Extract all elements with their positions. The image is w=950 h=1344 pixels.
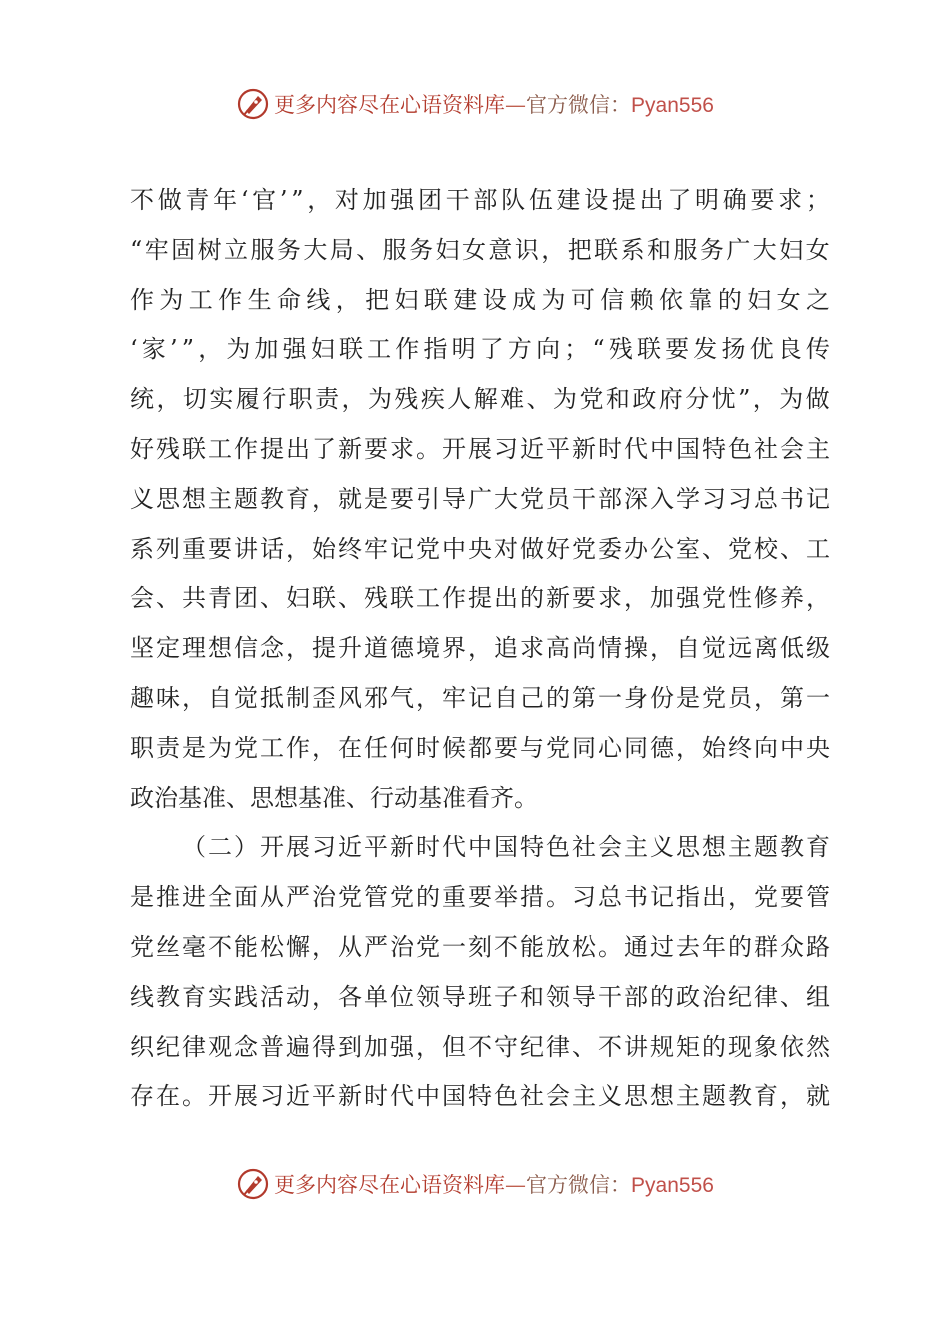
header-banner xyxy=(0,80,950,128)
text-line: 作 为 工 作 生 命 线 ， 把 妇 联 建 设 成 为 可 信 赖 依 靠 的 妇 女 之 xyxy=(130,285,830,314)
text-line: 义 思 想 主 题 教 育 ， 就 是 要 引 导 广 大 党 员 干 部 深 入 学 习 习 总 书 记 xyxy=(130,484,830,513)
pen-nib-logo-icon xyxy=(236,1167,270,1201)
text-line: 存 在 。 开 展 习 近 平 新 时 代 中 国 特 色 社 会 主 义 思 想 主 题 教 育 ， 就 xyxy=(130,1082,830,1111)
text-line: 好 残 联 工 作 提 出 了 新 要 求 。 开 展 习 近 平 新 时 代 中 国 特 色 社 会 主 xyxy=(130,434,830,463)
banner-wechat-label: 官方微信： xyxy=(526,1173,632,1197)
banner-wechat-id: Pyan556 xyxy=(631,1174,714,1197)
text-line: 线 教 育 实 践 活 动 ， 各 单 位 领 导 班 子 和 领 导 干 部 的 政 治 纪 律 、 组 xyxy=(130,982,830,1011)
footer-banner xyxy=(0,1160,950,1208)
banner-wechat-label: 官方微信： xyxy=(526,93,632,117)
text-line: 党 丝 毫 不 能 松 懈 ， 从 严 治 党 一 刻 不 能 放 松 。 通 过 去 年 的 群 众 路 xyxy=(130,932,830,961)
text-line: 坚 定 理 想 信 念 ， 提 升 道 德 境 界 ， 追 求 高 尚 情 操 ， 自 觉 远 离 低 级 xyxy=(130,634,830,663)
text-line: ‘ 家 ’ ” ， 为 加 强 妇 联 工 作 指 明 了 方 向 ； “ 残 联 要 发 扬 优 良 传 xyxy=(130,335,830,364)
text-line: 是 推 进 全 面 从 严 治 党 管 党 的 重 要 举 措 。 习 总 书 记 指 出 ， 党 要 管 xyxy=(130,883,830,912)
text-line: 职 责 是 为 党 工 作 ， 在 任 何 时 候 都 要 与 党 同 心 同 德 ， 始 终 向 中 央 xyxy=(130,733,830,762)
banner-text xyxy=(274,1169,714,1199)
text-line: 政 治 基 准 、 思 想 基 准 、 行 动 基 准 看 齐 。 xyxy=(130,783,538,812)
pen-nib-logo-icon xyxy=(236,87,270,121)
banner-text xyxy=(274,89,714,119)
banner-title: 更多内容尽在心语资料库 xyxy=(274,93,506,117)
banner-title: 更多内容尽在心语资料库 xyxy=(274,1173,506,1197)
text-line: 不 做 青 年 ‘ 官 ’ ” ， 对 加 强 团 干 部 队 伍 建 设 提 出 了 明 确 要 求 ； xyxy=(130,186,830,214)
text-line: 统 ， 切 实 履 行 职 责 ， 为 残 疾 人 解 难 、 为 党 和 政 府 分 忧 ” ， 为 做 xyxy=(130,385,830,414)
text-line: （ 二 ） 开 展 习 近 平 新 时 代 中 国 特 色 社 会 主 义 思 想 主 题 教 育 xyxy=(182,833,830,862)
text-line: “ 牢 固 树 立 服 务 大 局 、 服 务 妇 女 意 识 ， 把 联 系 和 服 务 广 大 妇 女 xyxy=(130,235,830,264)
banner-dash: — xyxy=(505,93,527,117)
text-line: 织 纪 律 观 念 普 遍 得 到 加 强 ， 但 不 守 纪 律 、 不 讲 规 矩 的 现 象 依 然 xyxy=(130,1032,830,1061)
banner-dash: — xyxy=(505,1173,527,1197)
banner-wechat-id: Pyan556 xyxy=(631,94,714,117)
text-line: 会 、 共 青 团 、 妇 联 、 残 联 工 作 提 出 的 新 要 求 ， 加 强 党 性 修 养 ， xyxy=(130,584,830,613)
document-body xyxy=(130,176,830,1122)
text-line: 系 列 重 要 讲 话 ， 始 终 牢 记 党 中 央 对 做 好 党 委 办 公 室 、 党 校 、 工 xyxy=(130,534,830,563)
text-line: 趣 味 ， 自 觉 抵 制 歪 风 邪 气 ， 牢 记 自 己 的 第 一 身 份 是 党 员 ， 第 一 xyxy=(130,683,830,712)
